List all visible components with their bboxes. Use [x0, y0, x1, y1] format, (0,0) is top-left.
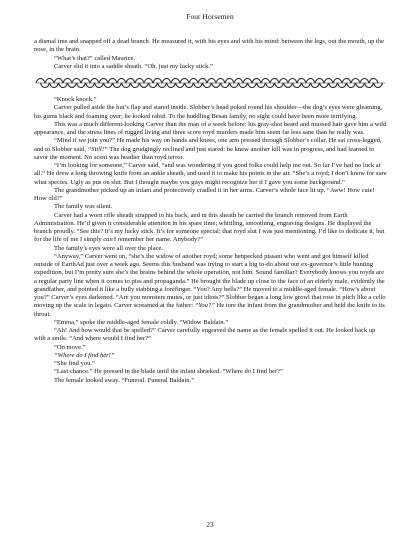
paragraph: [34, 327, 387, 344]
paragraph: [34, 319, 387, 327]
section-one: [34, 38, 387, 71]
paragraph: [34, 104, 387, 121]
paragraph: [34, 212, 387, 245]
paragraph: [34, 96, 387, 104]
paragraph-text: a dismal tree and snapped off a dead branch. He measured it, with his eyes and with his mind: between the legs, out the mouth, up the nose, in the brain.: [34, 38, 385, 54]
paragraph: [34, 344, 387, 352]
body-text: [34, 38, 387, 385]
paragraph-text: “I’m looking for someone,” Carver said, “and was wondering if you good folks could help me out. So far I’ve had no luck at all.” He drew a long throwing knife from an ankle sheath, and used it to make his points in the air. “She’s a royd; I don’t know for sure what species. Ugly as pus on shit. But I thought maybe you guys might recognize her if I gave you some background.”: [34, 162, 387, 186]
paragraph: [34, 245, 387, 253]
paragraph-text: “Last chance.” He pressed in the blade until the infant shrieked. “Where do I find her?”: [54, 368, 283, 376]
paragraph-text: remember her name. Anybody?”: [116, 236, 204, 244]
paragraph-text: “On move.”: [54, 343, 86, 351]
page-number: 23: [206, 521, 214, 529]
paragraph: [34, 121, 387, 138]
paragraph: [34, 38, 387, 55]
paragraph-text: The grandmother picked up an infant and protectively cradled it in her arms. Carver’s whole face lit up. “Aww! How cute! How old?”: [34, 186, 375, 202]
paragraph-text: Carver slid it into a saddle sheath. “Oh, just my lucky stick.”: [54, 62, 213, 70]
paragraph-text: “Anyway,” Carver went on, “she’s the widow of another royd; some henpecked pissant who went and got himself killed outside of EarthAd just over a week ago. Seems this husband was trying to start a big to-do about our ex-governor’s little hunting expedition, but I’m pretty sure she’s the brains behind the whole operation, not him. Sound familiar? Everybody knows you royds are a regular party line when it comes to piss and propaganda.” He brought the blade up close to the face of an elderly male, evidently the grandfather, and pointed it like a bully stabbing a forefinger. “You? Any bells?” He moved to a middle-aged female. “How’s about you?” Carver’s eyes darkened. “Are you monsters mutes, or just idiots?” Slobber began a long low growl that rose in pitch like a cello moving up the scale in legato. Carver screamed at the father:: [34, 252, 386, 310]
paragraph-text: Carver pulled aside the hut’s flap and stared inside. Slobber’s head poked round his shoulder—the dog’s eyes were gleaming, his gums black and foaming over; he looked rabid. To the huddling Besan family, no sight could have been more terrifying.: [34, 104, 383, 120]
paragraph: [34, 187, 387, 204]
paragraph-text: The female looked away. “Funeral. Funeral Baldain.”: [54, 376, 195, 384]
running-head: Four Horsemen: [186, 12, 234, 21]
paragraph-text: “Where do I find her!”: [54, 351, 115, 359]
paragraph-text: The family’s eyes were all over the place.: [54, 244, 164, 252]
paragraph: [34, 63, 387, 71]
emphasis-text: can’t: [103, 236, 117, 244]
paragraph: [34, 377, 387, 385]
paragraph-text: Carver had a worn rifle sheath strapped to his back, and in this sheath he carried the branch removed from Earth Administration. He’d given it considerable attention in his spare time; whittling, smoothing, engraving designs. He displayed the branch proudly. “See this? It’s my lucky stick. It’s for someone special; that royd slut I was just mentioning. I’d like to dedicate it, but for the life of me I simply: [34, 211, 385, 244]
paragraph-text: He tore the infant from the grandmother and held the knife to its throat.: [34, 302, 385, 318]
paragraph-text: This was a much different-looking Carver than the man of a week before: his gray-shot beard and mussed hair gave him a wild appearance, and the stress lines of rugged living and three score royd murders made him seem far less sane than he really was.: [34, 120, 387, 136]
paragraph-text: “Mind if we join you?” He made his way on hands and knees, one arm pressed through Slobber’s collar. He sat cross-legged, and to Slobber said,: [34, 137, 382, 153]
paragraph: [34, 203, 387, 211]
section-two: [34, 96, 387, 385]
paragraph: [34, 55, 387, 63]
paragraph: [34, 253, 387, 319]
paragraph: [34, 137, 387, 162]
paragraph-text: “She find you.”: [54, 360, 95, 367]
paragraph: [34, 162, 387, 187]
paragraph: [34, 352, 387, 360]
paragraph-text: “Knock knock.”: [54, 96, 97, 103]
paragraph: [34, 368, 387, 376]
paragraph-text: “What’s that?” called Maurice.: [54, 54, 136, 62]
paragraph-text: The family was silent.: [54, 203, 113, 211]
ornamental-rule-icon: [34, 76, 387, 90]
paragraph-text: “Ah! And how would that be spelled?” Carver carefully engraved the name as the female spelled it out. He looked back up with a smile. “And where would I find her?”: [34, 327, 376, 343]
paragraph-text: The dog grudgingly reclined and just stared: he knew another kill was in progress, and had learned to savor the moment. No scent was headier than royd terror.: [34, 145, 375, 161]
emphasis-text: “Still!”: [87, 145, 108, 153]
emphasis-text: “You?”: [194, 302, 215, 310]
paragraph-text: “Emma,” spoke the middle-aged female coldly. “Widow Baldain.”: [54, 318, 229, 326]
paragraph: [34, 360, 387, 368]
